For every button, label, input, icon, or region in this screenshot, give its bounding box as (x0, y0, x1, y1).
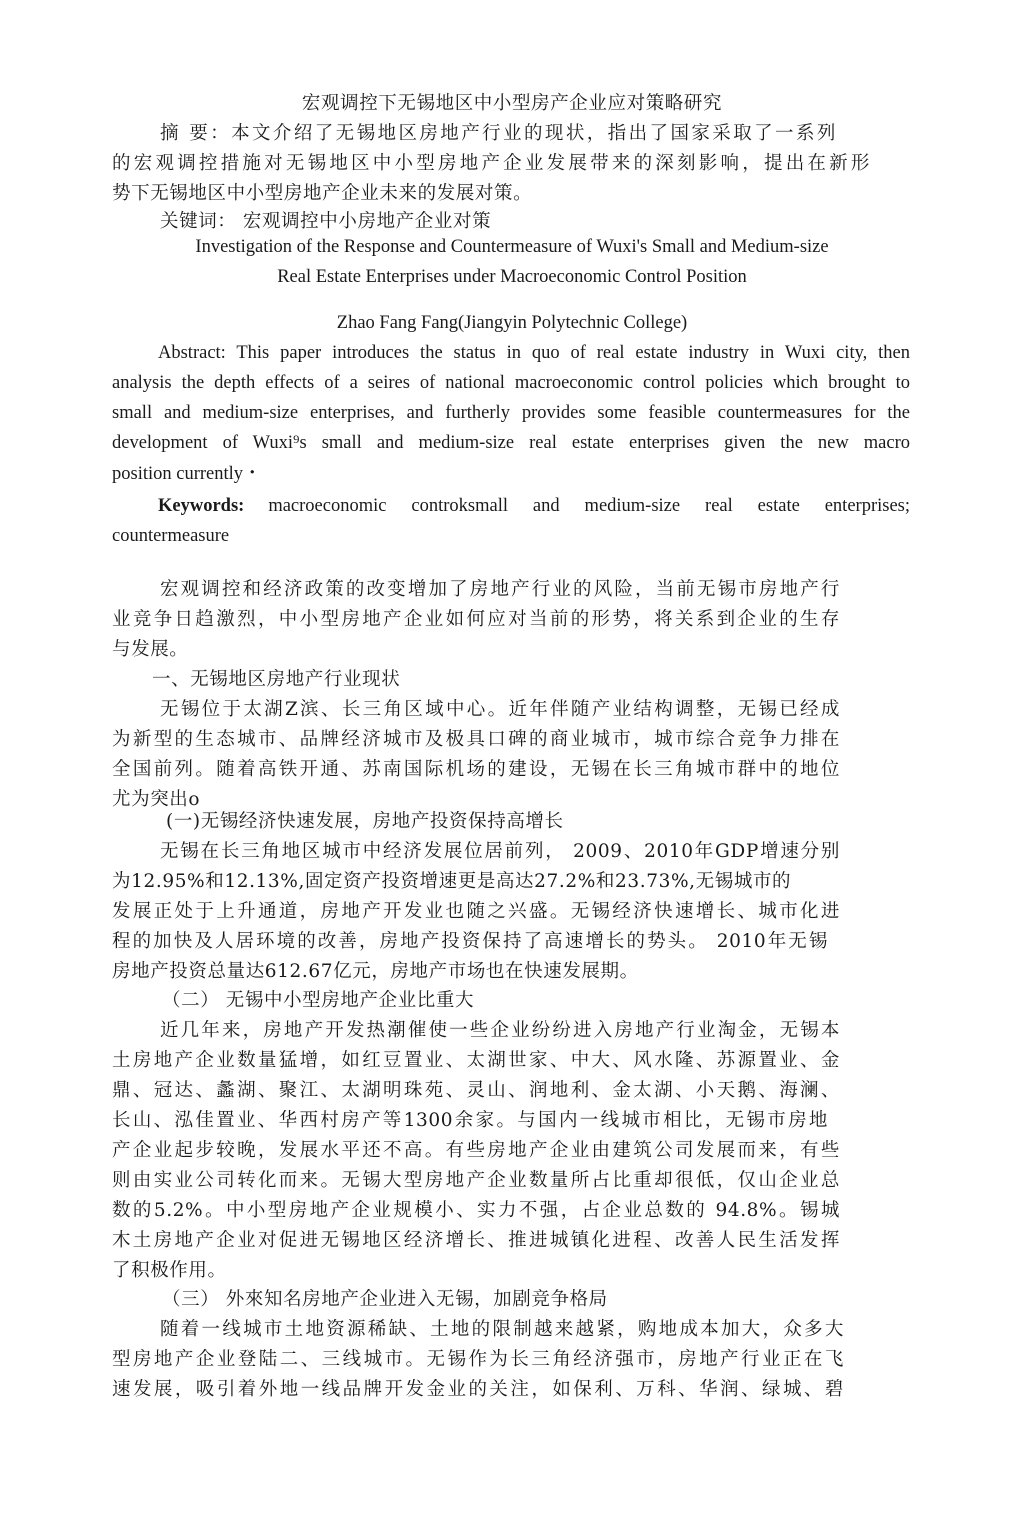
chinese-title: 宏观调控下无锡地区中小型房产企业应对策略研究 (301, 93, 723, 114)
intro-line-3: 与发展。 (112, 639, 189, 660)
subsection-1-line-5: 房地产投资总量达612.67亿元，房地产市场也在快速发展期。 (112, 961, 639, 982)
intro-line-1: 宏观调控和经济政策的改变增加了房地产行业的风险，当前无锡市房地产行 (160, 579, 840, 600)
english-abstract-line-4: development of Wuxi⁹s small and medium-size real estate enterprises given the new macro (112, 433, 910, 453)
english-title-line-1: Investigation of the Response and Countermeasure of Wuxi's Small and Medium-size (195, 237, 829, 257)
subsection-2-line-8: 木土房地产企业对促进无锡地区经济增长、推进城镇化进程、改善人民生活发挥 (112, 1230, 840, 1251)
subsection-3-heading: （三） 外來知名房地产企业进入无锡，加剧竞争格局 (162, 1289, 608, 1310)
english-abstract-line-2: analysis the depth effects of a seires of national macroeconomic control policies which brought to (112, 373, 910, 393)
section-1-heading: 一、无锡地区房地产行业现状 (152, 669, 401, 690)
subsection-2-line-3: 鼎、冠达、蠡湖、聚江、太湖明珠苑、灵山、润地利、金太湖、小天鹅、海澜、 (112, 1080, 840, 1101)
section-1-line-4: 尤为突出o (112, 789, 201, 810)
english-keywords-label: Keywords: (158, 496, 245, 516)
chinese-abstract-line-2: 的宏观调控措施对无锡地区中小型房地产企业发展带来的深刻影响，提出在新形 (112, 153, 870, 174)
subsection-2-line-5: 产企业起步较晚，发展水平还不高。有些房地产企业由建筑公司发展而来，有些 (112, 1140, 840, 1161)
english-title-line-2: Real Estate Enterprises under Macroeconomic Control Position (277, 267, 747, 287)
subsection-1-heading: (一)无锡经济快速发展，房地产投资保持高增长 (166, 811, 564, 832)
subsection-2-line-2: 土房地产企业数量猛增，如红豆置业、太湖世家、中大、风水隆、苏源置业、金 (112, 1050, 840, 1071)
subsection-1-line-2: 为12.95%和12.13%,固定资产投资增速更是高达27.2%和23.73%,无锡城市的 (112, 871, 792, 892)
english-keywords-text: macroeconomic controksmall and medium-size real estate enterprises; (268, 496, 910, 516)
intro-line-2: 业竞争日趋激烈，中小型房地产企业如何应对当前的形势，将关系到企业的生存 (112, 609, 840, 630)
subsection-2-line-4: 长山、泓佳置业、华西村房产等1300余家。与国内一线城市相比，无锡市房地 (112, 1110, 828, 1131)
english-abstract-line-5: position currently・ (112, 464, 262, 484)
section-1-line-1: 无锡位于太湖Z滨、长三角区域中心。近年伴随产业结构调整，无锡已经成 (160, 699, 840, 720)
subsection-2-line-6: 则由实业公司转化而来。无锡大型房地产企业数量所占比重却很低，仅山企业总 (112, 1170, 840, 1191)
subsection-1-line-4: 程的加快及人居环境的改善，房地产投资保持了高速增长的势头。 2010年无锡 (112, 931, 828, 952)
subsection-3-line-1: 随着一线城市土地资源稀缺、土地的限制越来越紧，购地成本加大，众多大 (160, 1319, 844, 1340)
subsection-1-line-3: 发展正处于上升通道，房地产开发业也随之兴盛。无锡经济快速增长、城市化进 (112, 901, 840, 922)
chinese-abstract-line-3: 势下无锡地区中小型房地产企业未来的发展对策。 (112, 183, 533, 204)
subsection-2-line-7: 数的5.2%。中小型房地产企业规模小、实力不强，占企业总数的 94.8%。锡城 (112, 1200, 840, 1221)
english-keywords-line-2: countermeasure (112, 526, 230, 546)
subsection-2-line-1: 近几年来，房地产开发热潮催使一些企业纷纷进入房地产行业淘金，无锡本 (160, 1020, 840, 1041)
chinese-abstract-line-1: 摘 要：本文介绍了无锡地区房地产行业的现状，指出了国家采取了一系列 (160, 123, 836, 144)
english-keywords-line-1 (158, 497, 910, 516)
subsection-3-line-3: 速发展，吸引着外地一线品牌开发金业的关注，如保利、万科、华润、绿城、碧 (112, 1379, 844, 1400)
author-affiliation: Zhao Fang Fang(Jiangyin Polytechnic College) (336, 313, 688, 333)
section-1-line-3: 全国前列。随着高铁开通、苏南国际机场的建设，无锡在长三角城市群中的地位 (112, 759, 840, 780)
subsection-1-line-1: 无锡在长三角地区城市中经济发展位居前列， 2009、2010年GDP增速分别 (160, 841, 840, 862)
chinese-keywords: 关键词： 宏观调控中小房地产企业对策 (160, 211, 492, 232)
subsection-3-line-2: 型房地产企业登陆二、三线城市。无锡作为长三角经济强市，房地产行业正在飞 (112, 1349, 844, 1370)
subsection-2-heading: （二） 无锡中小型房地产企业比重大 (162, 990, 475, 1011)
english-abstract-line-3: small and medium-size enterprises, and furtherly provides some feasible countermeasures for the (112, 403, 910, 423)
section-1-line-2: 为新型的生态城市、品牌经济城市及极具口碑的商业城市，城市综合竞争力排在 (112, 729, 840, 750)
english-abstract-line-1: Abstract: This paper introduces the status in quo of real estate industry in Wuxi city, then (158, 343, 910, 363)
subsection-2-line-9: 了积极作用。 (112, 1260, 227, 1281)
